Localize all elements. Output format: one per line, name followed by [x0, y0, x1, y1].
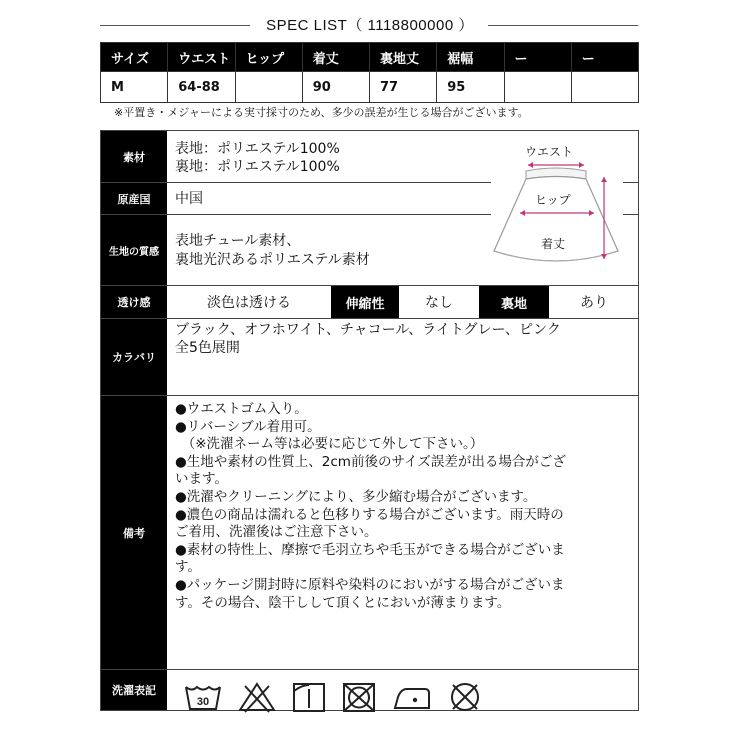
- sheer-label: 透け感: [101, 286, 167, 318]
- texture-line-2: 裏地光沢あるポリエステル素材: [175, 252, 370, 268]
- stretch-label: 伸縮性: [331, 286, 399, 318]
- size-value-cell: 77: [370, 72, 437, 103]
- remark-line: （※洗濯ネーム等は必要に応じて外して下さい。）: [175, 436, 484, 453]
- diagram-length-label: 着丈: [541, 237, 566, 251]
- origin-value: 中国: [175, 191, 203, 207]
- size-value-cell: 90: [302, 72, 369, 103]
- wash-temp: 30: [196, 696, 210, 708]
- no-bleach-icon: [237, 681, 277, 713]
- size-table-header: [101, 43, 639, 72]
- size-value-cell: M: [101, 72, 168, 103]
- color-label: カラバリ: [101, 319, 167, 395]
- remark-line: ●濃色の商品は濡れると色移りする場合がございます。雨天時の: [175, 506, 564, 523]
- no-tumble-dry-icon: [341, 681, 377, 713]
- size-header-cell: 着丈: [302, 43, 369, 72]
- size-header-cell: ー: [504, 43, 571, 72]
- size-header-cell: サイズ: [101, 43, 168, 72]
- lining-value: あり: [580, 295, 608, 311]
- row-divider: [101, 395, 639, 396]
- lining-label: 裏地: [479, 286, 549, 318]
- size-header-cell: ー: [571, 43, 638, 72]
- texture-label: 生地の質感: [101, 215, 167, 285]
- remarks-label: 備考: [101, 396, 167, 669]
- remark-line: ●素材の特性上、摩擦で毛羽立ちや毛玉ができる場合がございま: [175, 541, 565, 558]
- size-header-cell: ウエスト: [168, 43, 235, 72]
- wash-icons: [183, 681, 483, 713]
- diagram-waist-label: ウエスト: [525, 145, 574, 159]
- size-table: [100, 42, 639, 103]
- color-line-1: ブラック、オフホワイト、チャコール、ライトグレー、ピンク: [175, 322, 561, 338]
- remark-line: ご着用、洗濯後はご注意下さい。: [175, 524, 378, 541]
- origin-label: 原産国: [101, 183, 167, 214]
- size-header-cell: ヒップ: [235, 43, 302, 72]
- size-table-row: [101, 72, 639, 103]
- size-value-cell: [571, 72, 638, 103]
- remark-line: ●ウエストゴム入り。: [175, 401, 308, 417]
- size-value-cell: 95: [437, 72, 504, 103]
- remarks-list: [175, 401, 635, 612]
- size-header-cell: 裾幅: [437, 43, 504, 72]
- remark-line: ●洗濯やクリーニングにより、多少縮む場合がございます。: [175, 488, 537, 505]
- remark-line: ●パッケージ開封時に原料や染料のにおいがする場合がございま: [175, 576, 565, 593]
- wash-label: 洗濯表記: [101, 670, 167, 710]
- row-divider: [101, 669, 639, 670]
- iron-low-icon: [391, 681, 433, 713]
- measurement-note: ※平置き・メジャーによる実寸採寸のため、多少の誤差が生じる場合がございます。: [114, 106, 529, 119]
- remark-line: います。: [175, 471, 228, 488]
- no-dry-clean-icon: [447, 681, 483, 713]
- skirt-diagram: [486, 139, 626, 279]
- line-dry-icon: [291, 681, 327, 713]
- wash-30-icon: [183, 681, 223, 713]
- spec-table: [100, 130, 639, 711]
- sheer-value: 淡色は透ける: [207, 295, 291, 311]
- remark-line: ●生地や素材の性質上、2cm前後のサイズ誤差が出る場合がござ: [175, 453, 566, 470]
- stretch-value: なし: [425, 295, 453, 311]
- remark-line: ●リバーシブル着用可。: [175, 418, 321, 435]
- page-title: SPEC LIST（ 1118800000 ）: [0, 14, 740, 35]
- size-value-cell: [235, 72, 302, 103]
- size-value-cell: [504, 72, 571, 103]
- remark-line: す。その場合、陰干しして頂くとにおいが薄まります。: [175, 594, 511, 611]
- remark-line: す。: [175, 559, 201, 576]
- color-line-2: 全5色展開: [175, 340, 240, 356]
- size-value-cell: 64-88: [168, 72, 235, 103]
- row-divider: [101, 318, 639, 319]
- material-line-1: 表地：ポリエステル100%: [175, 141, 340, 157]
- texture-line-1: 表地チュール素材、: [175, 233, 301, 249]
- material-line-2: 裏地：ポリエステル100%: [175, 159, 340, 175]
- diagram-hip-label: ヒップ: [535, 193, 571, 207]
- material-label: 素材: [101, 131, 167, 182]
- size-header-cell: 裏地丈: [370, 43, 437, 72]
